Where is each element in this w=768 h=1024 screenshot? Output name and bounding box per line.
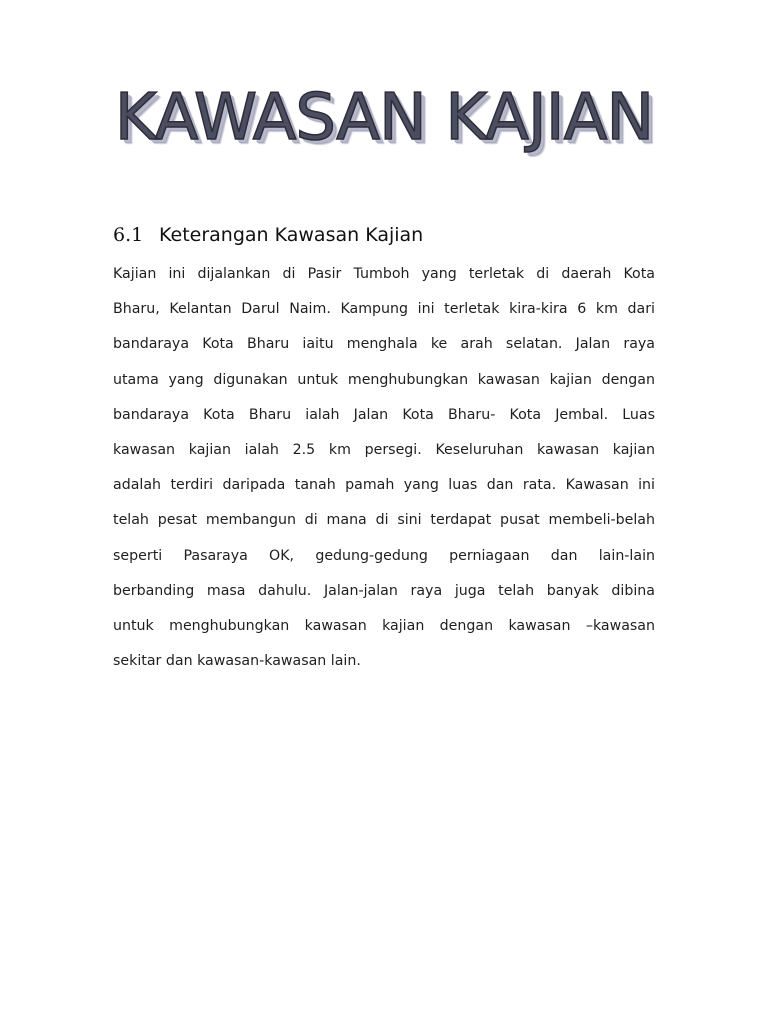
paragraph-line: sekitar dan kawasan-kawasan lain. xyxy=(113,653,361,670)
section-heading xyxy=(113,224,673,252)
paragraph-line: kawasan kajian ialah 2.5 km persegi. Keseluruhan kawasan kajian xyxy=(113,441,655,458)
paragraph-line: utama yang digunakan untuk menghubungkan kawasan kajian dengan xyxy=(113,371,655,388)
body-paragraph xyxy=(113,262,655,684)
paragraph-line: adalah terdiri daripada tanah pamah yang luas dan rata. Kawasan ini xyxy=(113,477,655,494)
paragraph-line: Bharu, Kelantan Darul Naim. Kampung ini terletak kira-kira 6 km dari xyxy=(113,301,655,318)
paragraph-line: telah pesat membangun di mana di sini terdapat pusat membeli-belah xyxy=(113,512,655,529)
paragraph-line: seperti Pasaraya OK, gedung-gedung perniagaan dan lain-lain xyxy=(113,547,655,564)
section-number: 6.1 xyxy=(113,224,144,246)
paragraph-line: Kajian ini dijalankan di Pasir Tumboh yang terletak di daerah Kota xyxy=(113,266,655,282)
paragraph-line: bandaraya Kota Bharu iaitu menghala ke arah selatan. Jalan raya xyxy=(113,336,655,353)
paragraph-line: bandaraya Kota Bharu ialah Jalan Kota Bharu- Kota Jembal. Luas xyxy=(113,406,655,423)
wordart-title: KAWASAN KAJIAN xyxy=(114,81,654,155)
section-title: Keterangan Kawasan Kajian xyxy=(159,224,424,246)
paragraph-line: untuk menghubungkan kawasan kajian dengan kawasan –kawasan xyxy=(113,617,655,634)
paragraph-line: berbanding masa dahulu. Jalan-jalan raya juga telah banyak dibina xyxy=(113,582,655,599)
